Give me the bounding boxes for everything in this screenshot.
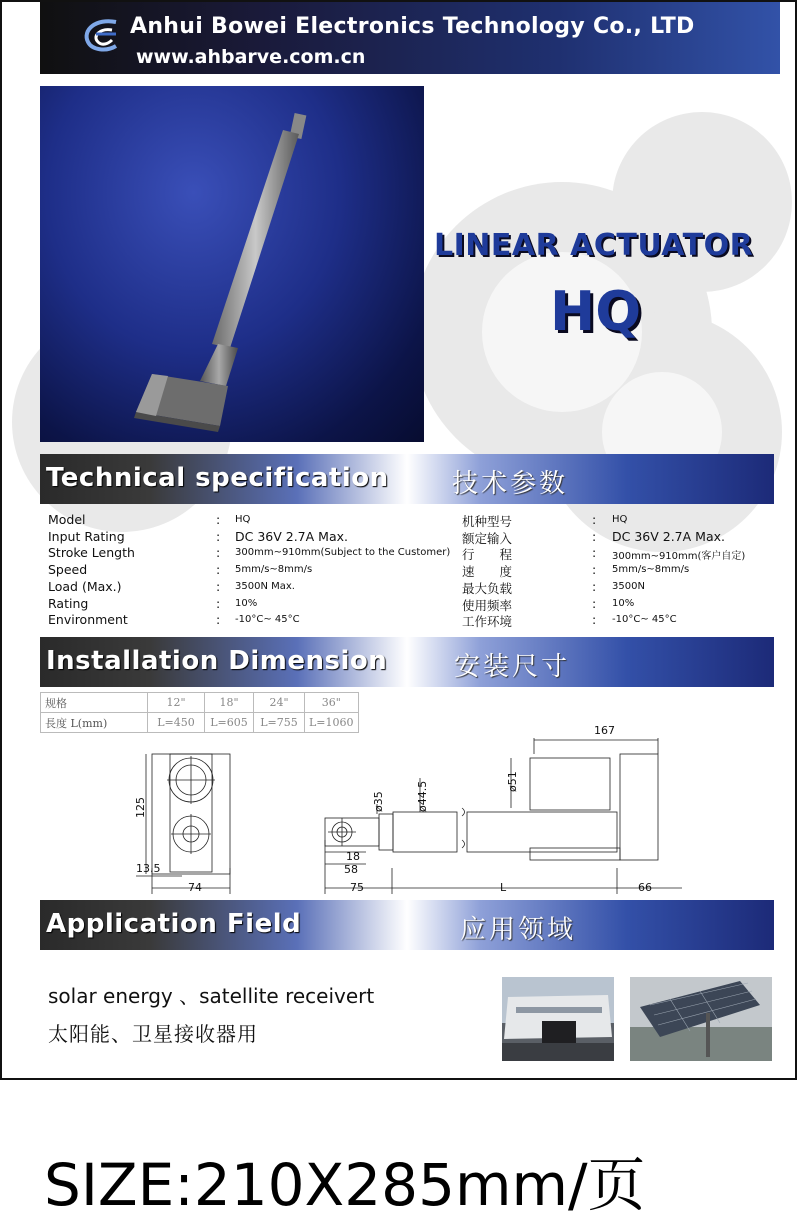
spec-value-cn: 10% bbox=[612, 597, 635, 609]
application-band bbox=[40, 900, 774, 950]
spec-separator: : bbox=[216, 528, 221, 544]
dim-13-5: 13.5 bbox=[136, 862, 161, 875]
table-cell: 18" bbox=[205, 693, 254, 713]
spec-label-en: Load (Max.) bbox=[48, 578, 122, 594]
spec-separator: : bbox=[216, 595, 221, 611]
spec-separator: : bbox=[216, 578, 221, 594]
dim-58: 58 bbox=[344, 863, 358, 876]
actuator-illustration bbox=[134, 113, 306, 432]
application-photo-solar bbox=[630, 977, 772, 1061]
product-model: HQ bbox=[550, 280, 642, 343]
spec-label-cn: 速 度 bbox=[462, 564, 513, 580]
product-photo bbox=[40, 86, 424, 442]
spec-label-en: Speed bbox=[48, 562, 88, 578]
table-cell: 36" bbox=[305, 693, 359, 713]
spec-value-en: DC 36V 2.7A Max. bbox=[235, 528, 348, 544]
dim-167: 167 bbox=[594, 724, 615, 737]
spec-label-en: Input Rating bbox=[48, 528, 125, 544]
application-text-cn: 太阳能、卫星接收器用 bbox=[48, 1022, 258, 1046]
front-view bbox=[325, 738, 682, 894]
table-cell: 長度 L(mm) bbox=[41, 713, 148, 733]
spec-separator: : bbox=[592, 512, 597, 527]
spec-value-cn: 300mm~910mm(客户自定) bbox=[612, 551, 746, 563]
page-size-label: SIZE:210X285mm/页 bbox=[44, 1151, 646, 1219]
spec-label-cn: 行 程 bbox=[462, 547, 513, 563]
spec-separator: : bbox=[592, 562, 597, 578]
spec-value-en: 10% bbox=[235, 597, 258, 609]
dim-L: L bbox=[500, 881, 507, 894]
spec-value-cn: DC 36V 2.7A Max. bbox=[612, 528, 725, 544]
installation-title-en: Installation Dimension bbox=[46, 646, 388, 676]
dim-18: 18 bbox=[346, 850, 360, 863]
application-title-cn: 应用领域 bbox=[460, 915, 577, 945]
technical-spec-title-cn: 技术参数 bbox=[452, 469, 569, 499]
spec-separator: : bbox=[216, 562, 221, 578]
table-cell: 24" bbox=[254, 693, 305, 713]
spec-label-cn: 最大负载 bbox=[462, 580, 513, 596]
table-cell: L=605 bbox=[205, 713, 254, 733]
dim-66: 66 bbox=[638, 881, 652, 894]
spec-label-cn: 额定输入 bbox=[462, 530, 513, 546]
product-title: LINEAR ACTUATOR bbox=[434, 228, 754, 263]
table-cell: L=1060 bbox=[305, 713, 359, 733]
dimension-drawing bbox=[122, 718, 682, 898]
table-cell: 规格 bbox=[41, 693, 148, 713]
spec-value-en: 300mm~910mm(Subject to the Customer) bbox=[235, 547, 451, 559]
dim-75: 75 bbox=[350, 881, 364, 894]
spec-label-en: Model bbox=[48, 512, 86, 527]
application-title-en: Application Field bbox=[46, 909, 302, 939]
spec-separator: : bbox=[592, 545, 597, 561]
spec-value-en: 5mm/s~8mm/s bbox=[235, 564, 313, 576]
table-cell: L=450 bbox=[148, 713, 205, 733]
spec-label-en: Environment bbox=[48, 612, 128, 628]
application-text-en: solar energy 、satellite receivert bbox=[48, 984, 375, 1008]
technical-spec-band bbox=[40, 454, 774, 504]
dim-51: ø51 bbox=[506, 771, 519, 792]
spec-value-en: 3500N Max. bbox=[235, 580, 295, 592]
installation-title-cn: 安装尺寸 bbox=[454, 652, 571, 682]
spec-separator: : bbox=[592, 595, 597, 611]
spec-value-en: -10°C~ 45°C bbox=[235, 614, 300, 626]
spec-label-en: Rating bbox=[48, 595, 89, 611]
table-row bbox=[41, 693, 359, 713]
spec-label-cn: 使用频率 bbox=[462, 597, 513, 613]
spec-value-cn: 3500N bbox=[612, 580, 645, 592]
spec-label-cn: 机种型号 bbox=[462, 514, 513, 529]
header-band bbox=[40, 2, 780, 74]
technical-spec-title-en: Technical specification bbox=[46, 463, 389, 493]
spec-separator: : bbox=[216, 545, 221, 561]
company-website: www.ahbarve.com.cn bbox=[136, 46, 366, 68]
table-cell: 12" bbox=[148, 693, 205, 713]
dim-44-5: ø44.5 bbox=[416, 780, 429, 812]
dim-35: ø35 bbox=[372, 791, 385, 812]
dim-125: 125 bbox=[134, 797, 147, 818]
spec-value-cn: -10°C~ 45°C bbox=[612, 614, 677, 626]
spec-separator: : bbox=[216, 612, 221, 628]
spec-separator: : bbox=[592, 612, 597, 628]
company-logo bbox=[76, 14, 124, 62]
spec-label-en: Stroke Length bbox=[48, 545, 135, 561]
spec-separator: : bbox=[592, 578, 597, 594]
spec-value-en: HQ bbox=[235, 514, 251, 525]
company-name: Anhui Bowei Electronics Technology Co., LTD bbox=[130, 14, 695, 39]
spec-value-cn: HQ bbox=[612, 514, 628, 525]
spec-label-cn: 工作环境 bbox=[462, 614, 513, 630]
spec-separator: : bbox=[216, 512, 221, 527]
dim-74: 74 bbox=[188, 881, 202, 894]
application-photo-ship bbox=[502, 977, 614, 1061]
spec-separator: : bbox=[592, 528, 597, 544]
table-cell: L=755 bbox=[254, 713, 305, 733]
spec-value-cn: 5mm/s~8mm/s bbox=[612, 564, 690, 576]
installation-band bbox=[40, 637, 774, 687]
